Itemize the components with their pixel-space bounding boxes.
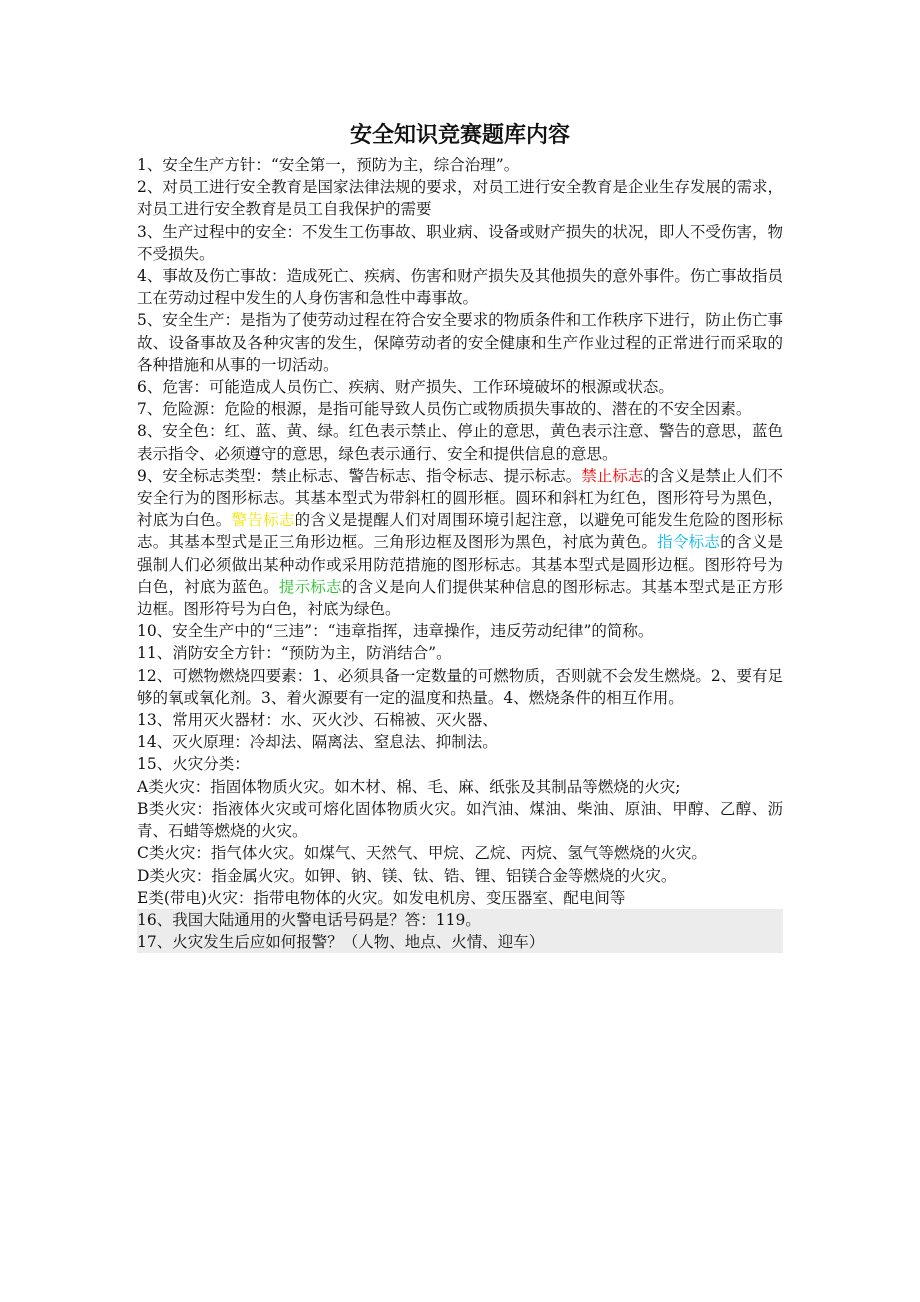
fire-class-d: D类火灾：指金属火灾。如钾、钠、镁、钛、锆、锂、铝镁合金等燃烧的火灾。: [137, 866, 677, 885]
item-10: 10、安全生产中的“三违”：“违章指挥，违章操作，违反劳动纪律”的简称。: [137, 622, 654, 641]
fire-class-e: E类(带电)火灾：指带电物体的火灾。如发电机房、变压器室、配电间等: [137, 888, 626, 907]
fire-class-c: C类火灾：指气体火灾。如煤气、天然气、甲烷、乙烷、丙烷、氢气等燃烧的火灾。: [137, 844, 707, 863]
item-11: 11、消防安全方针：“预防为主，防消结合”。: [137, 644, 452, 663]
item-2: 2、对员工进行安全教育是国家法律法规的要求，对员工进行安全教育是企业生存发展的需求，对员工进行安全教育是员工自我保护的需要: [137, 178, 783, 219]
item-1: 1、安全生产方针：“安全第一，预防为主，综合治理”。: [137, 156, 520, 174]
item-17: 17、火灾发生后应如何报警？（人物、地点、火情、迎车）: [137, 931, 783, 953]
document-page: [137, 118, 783, 953]
item-5: 5、安全生产：是指为了使劳动过程在符合安全要求的物质条件和工作秩序下进行，防止伤亡事故、设备事故及各种灾害的发生，保障劳动者的安全健康和生产作业过程的正常进行而采取的各种措施和从事的一切活动。: [137, 311, 783, 374]
fire-class-a: A类火灾：指固体物质火灾。如木材、棉、毛、麻、纸张及其制品等燃烧的火灾;: [137, 777, 681, 796]
document-title: 安全知识竞赛题库内容: [349, 122, 570, 148]
item-4: 4、事故及伤亡事故：造成死亡、疾病、伤害和财产损失及其他损失的意外事件。伤亡事故指员工在劳动过程中发生的人身伤害和急性中毒事故。: [137, 267, 783, 308]
warning-sign-label: 警告标志: [231, 511, 295, 530]
item-12: 12、可燃物燃烧四要素：1、必须具备一定数量的可燃物质，否则就不会发生燃烧。2、要有足够的氧或氧化剂。3、着火源要有一定的温度和热量。4、燃烧条件的相互作用。: [137, 666, 783, 707]
item-3: 3、生产过程中的安全：不发生工伤事故、职业病、设备或财产损失的状况，即人不受伤害，物不受损失。: [137, 222, 783, 263]
info-sign-text: 的含义是向人们提供某种信息的图形标志。其基本型式是正方形边框。图形符号为白色，衬底为绿色。: [137, 577, 783, 619]
info-sign-label: 提示标志: [278, 577, 342, 596]
item-9: [137, 465, 783, 620]
item-13: 13、常用灭火器材：水、灭火沙、石棉被、灭火器、: [137, 711, 498, 730]
item-9-lead: 9、安全标志类型：禁止标志、警告标志、指令标志、提示标志。: [137, 466, 582, 485]
item-8: 8、安全色：红、蓝、黄、绿。红色表示禁止、停止的意思，黄色表示注意、警告的意思，蓝色表示指令、必须遵守的意思，绿色表示通行、安全和提供信息的意思。: [137, 422, 783, 463]
prohibit-sign-text: 的含义是禁止人们不安全行为的图形标志。其基本型式为带斜杠的圆形框。圆环和斜杠为红色，图形符号为黑色，衬底为白色。: [137, 466, 783, 530]
item-6: 6、危害：可能造成人员伤亡、疾病、财产损失、工作环境破坏的根源或状态。: [137, 378, 674, 397]
mandatory-sign-text: 的含义是强制人们必须做出某种动作或采用防范措施的图形标志。其基本型式是圆形边框。图形符号为白色，衬底为蓝色。: [137, 533, 783, 596]
mandatory-sign-label: 指令标志: [657, 533, 721, 552]
fire-class-b: B类火灾：指液体火灾或可熔化固体物质火灾。如汽油、煤油、柴油、原油、甲醇、乙醇、沥青、石蜡等燃烧的火灾。: [137, 799, 783, 841]
item-7: 7、危险源：危险的根源，是指可能导致人员伤亡或物质损失事故的、潜在的不安全因素。: [137, 400, 752, 419]
item-16: 16、我国大陆通用的火警电话号码是？答：119。: [137, 909, 783, 931]
item-15: 15、火灾分类：: [137, 755, 250, 774]
item-14: 14、灭火原理：冷却法、隔离法、窒息法、抑制法。: [137, 733, 498, 752]
warning-sign-text: 的含义是提醒人们对周围环境引起注意，以避免可能发生危险的图形标志。其基本型式是正三角形边框。三角形边框及图形为黑色，衬底为黄色。: [137, 511, 783, 552]
prohibit-sign-label: 禁止标志: [581, 466, 644, 485]
